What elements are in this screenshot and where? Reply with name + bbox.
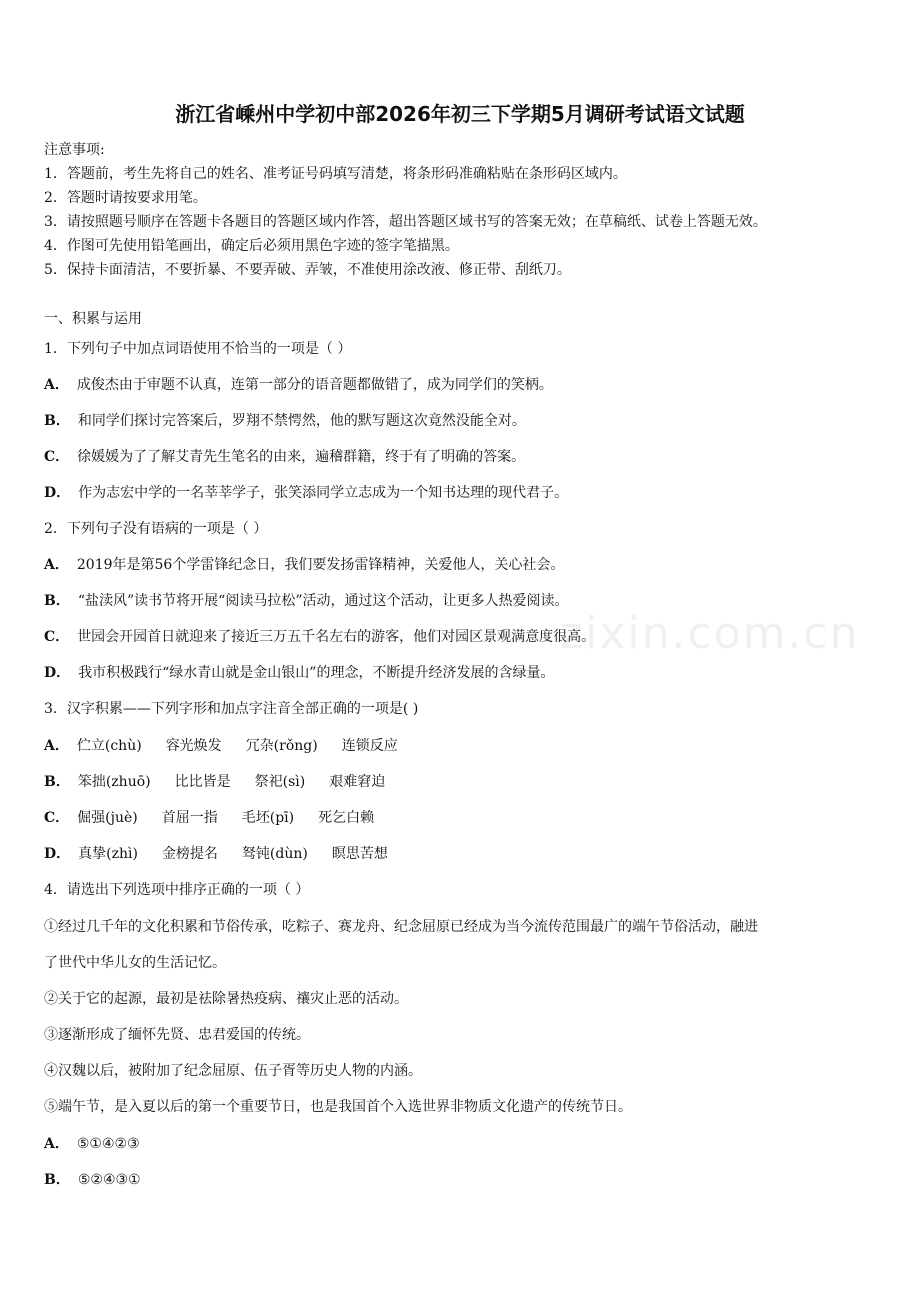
option-label: A． <box>44 557 69 573</box>
option-part: 毛坯(pī) <box>241 810 295 826</box>
question-1-option-c <box>44 446 525 466</box>
question-3-option-c <box>44 807 374 827</box>
section-heading: 一、积累与运用 <box>44 311 142 327</box>
question-4-option-b <box>44 1169 141 1189</box>
option-part: 祭祀(sì) <box>254 774 306 790</box>
option-label: B． <box>44 413 70 429</box>
option-label: B． <box>44 1172 70 1188</box>
option-label: C． <box>44 629 70 645</box>
passage-line: ②关于它的起源，最初是祛除暑热疫病、禳灾止恶的活动。 <box>44 991 408 1007</box>
passage-line: ③逐渐形成了缅怀先贤、忠君爱国的传统。 <box>44 1027 310 1043</box>
option-label: A． <box>44 1136 69 1152</box>
option-part: 倔强(juè) <box>77 810 138 826</box>
option-text: 2019年是第56个学雷锋纪念日，我们要发扬雷锋精神，关爱他人，关心社会。 <box>76 557 565 573</box>
question-3-stem: 3．汉字积累——下列字形和加点字注音全部正确的一项是( ) <box>44 701 419 717</box>
option-text: “盐渎风”读书节将开展“阅读马拉松”活动，通过这个活动，让更多人热爱阅读。 <box>77 593 569 609</box>
passage-line: ①经过几千年的文化积累和节俗传承，吃粽子、赛龙舟、纪念屈原已经成为当今流传范围最广的端午节俗活动，融进 <box>44 919 758 935</box>
question-2-option-b <box>44 590 568 610</box>
notice-item: 5．保持卡面清洁，不要折暴、不要弄破、弄皱，不准使用涂改液、修正带、刮纸刀。 <box>44 262 571 278</box>
question-1-option-b <box>44 410 526 430</box>
option-part: 冗杂(rǒng) <box>245 738 318 754</box>
option-label: D． <box>44 665 71 681</box>
notice-item: 1．答题前，考生先将自己的姓名、准考证号码填写清楚，将条形码准确粘贴在条形码区域内。 <box>44 166 627 182</box>
option-label: D． <box>44 846 71 862</box>
page-title: 浙江省嵊州中学初中部2026年初三下学期5月调研考试语文试题 <box>175 102 745 126</box>
option-label: A． <box>44 377 69 393</box>
option-part: 容光焕发 <box>165 738 222 754</box>
option-text: 徐媛媛为了了解艾青先生笔名的由来，遍稽群籍，终于有了明确的答案。 <box>77 449 526 465</box>
question-3-option-d <box>44 843 388 863</box>
option-part: 瞑思苦想 <box>331 846 388 862</box>
notice-heading: 注意事项: <box>44 142 105 158</box>
option-text: 世园会开园首日就迎来了接近三万五千名左右的游客，他们对园区景观满意度很高。 <box>77 629 596 645</box>
notice-item: 4．作图可先使用铅笔画出，确定后必须用黑色字迹的签字笔描黑。 <box>44 238 459 254</box>
question-3-option-a <box>44 735 398 755</box>
question-2-stem: 2．下列句子没有语病的一项是（ ） <box>44 521 268 537</box>
option-part: 比比皆是 <box>174 774 231 790</box>
passage-line: ④汉魏以后，被附加了纪念屈原、伍子胥等历史人物的内涵。 <box>44 1063 422 1079</box>
option-label: C． <box>44 810 70 826</box>
question-4-option-a <box>44 1133 140 1153</box>
passage-line: 了世代中华儿女的生活记忆。 <box>44 955 226 971</box>
passage-line: ⑤端午节，是入夏以后的第一个重要节日，也是我国首个入选世界非物质文化遗产的传统节日。 <box>44 1099 632 1115</box>
option-part: 首屈一指 <box>161 810 218 826</box>
option-part: 驽钝(dùn) <box>241 846 308 862</box>
option-label: B． <box>44 593 70 609</box>
question-1-option-d <box>44 482 568 502</box>
question-2-option-c <box>44 626 595 646</box>
notice-item: 3．请按照题号顺序在答题卡各题目的答题区域内作答，超出答题区域书写的答案无效；在草稿纸、试卷上答题无效。 <box>44 214 767 230</box>
option-part: 金榜提名 <box>161 846 218 862</box>
question-2-option-a <box>44 554 564 574</box>
question-1-stem: 1．下列句子中加点词语使用不恰当的一项是（ ） <box>44 341 352 357</box>
option-part: 真挚(zhì) <box>78 846 138 862</box>
option-part: 死乞白赖 <box>318 810 375 826</box>
question-4-stem: 4．请选出下列选项中排序正确的一项（ ） <box>44 882 310 898</box>
question-2-option-d <box>44 662 554 682</box>
option-part: 艰难窘迫 <box>329 774 386 790</box>
option-text: ⑤②④③① <box>77 1172 141 1188</box>
option-label: D． <box>44 485 71 501</box>
notice-item: 2．答题时请按要求用笔。 <box>44 190 207 206</box>
option-part: 连锁反应 <box>341 738 398 754</box>
option-label: A． <box>44 738 69 754</box>
option-text: 我市积极践行“绿水青山就是金山银山”的理念，不断提升经济发展的含绿量。 <box>78 665 555 681</box>
option-part: 伫立(chù) <box>76 738 142 754</box>
option-label: C． <box>44 449 70 465</box>
watermark: zixin.com.cn <box>560 608 860 659</box>
option-text: ⑤①④②③ <box>76 1136 140 1152</box>
option-text: 成俊杰由于审题不认真，连第一部分的语音题都做错了，成为同学们的笑柄。 <box>76 377 553 393</box>
option-text: 和同学们探讨完答案后，罗翔不禁愕然，他的默写题这次竟然没能全对。 <box>77 413 526 429</box>
option-text: 作为志宏中学的一名莘莘学子，张笑添同学立志成为一个知书达理的现代君子。 <box>78 485 569 501</box>
option-part: 笨拙(zhuō) <box>77 774 151 790</box>
question-1-option-a <box>44 374 553 394</box>
question-3-option-b <box>44 771 385 791</box>
option-label: B． <box>44 774 70 790</box>
